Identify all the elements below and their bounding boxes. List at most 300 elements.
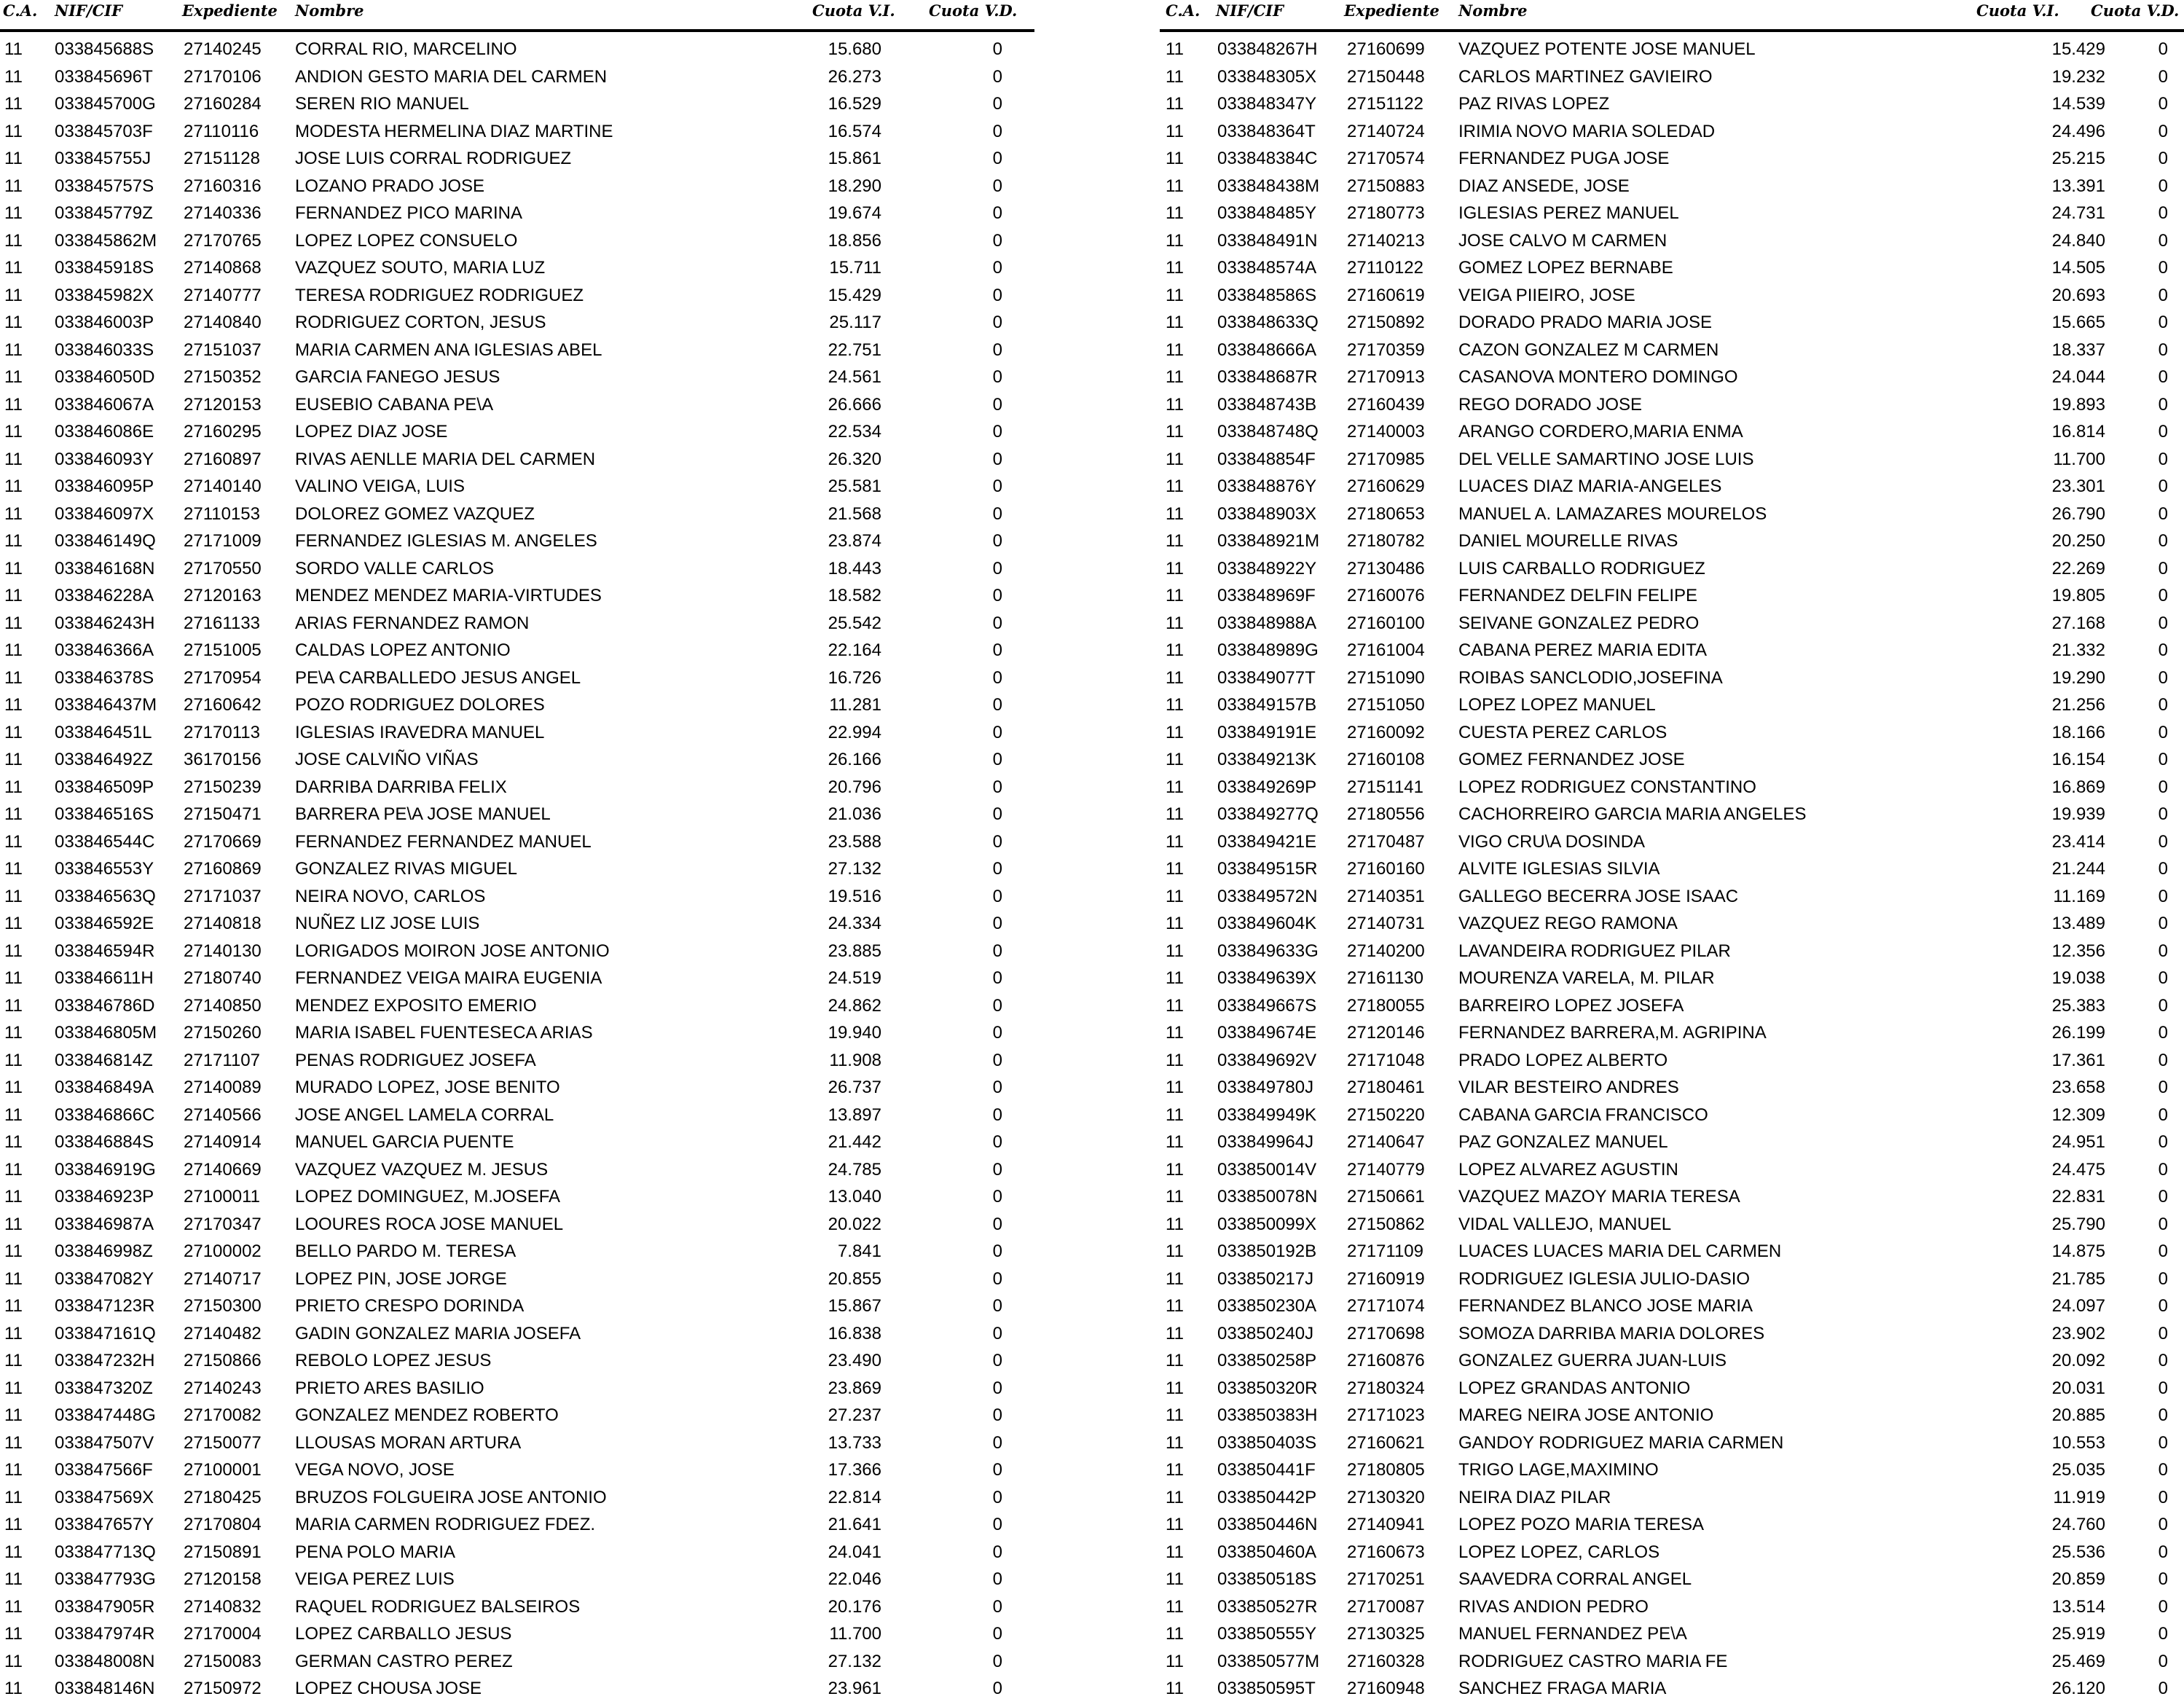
cell-expediente: 27151050	[1347, 695, 1425, 715]
cell-nombre: MENDEZ MENDEZ MARIA-VIRTUDES	[295, 586, 602, 605]
cell-cuota-vd: 0	[2158, 340, 2168, 360]
cell-nif: 033849667S	[1217, 995, 1317, 1016]
cell-expediente: 27170574	[1347, 149, 1425, 168]
cell-expediente: 27160948	[1347, 1679, 1425, 1698]
cell-ca: 11	[4, 1268, 23, 1289]
cell-nombre: LOPEZ PIN, JOSE JORGE	[295, 1268, 507, 1289]
cell-nombre: FERNANDEZ FERNANDEZ MANUEL	[295, 831, 592, 852]
cell-nombre: CUESTA PEREZ CARLOS	[1458, 722, 1668, 742]
cell-expediente: 27160108	[1347, 750, 1425, 769]
cell-nombre: PRIETO CRESPO DORINDA	[295, 1296, 525, 1316]
cell-nombre: IGLESIAS PEREZ MANUEL	[1458, 203, 1679, 223]
cell-ca: 11	[4, 1132, 23, 1152]
cell-cuota-vd: 0	[2158, 941, 2168, 961]
cell-expediente: 27170669	[184, 831, 262, 852]
cell-expediente: 27110116	[184, 121, 259, 141]
cell-nif: 033850383H	[1217, 1405, 1318, 1425]
cell-ca: 11	[4, 449, 23, 469]
cell-nombre: REGO DORADO JOSE	[1458, 394, 1643, 415]
table-row	[0, 1480, 1034, 1508]
table-row	[0, 1426, 1034, 1453]
cell-ca: 11	[4, 1214, 23, 1234]
cell-expediente: 27160295	[184, 422, 262, 442]
cell-cuota-vi: 23.869	[828, 1378, 881, 1398]
cell-nif: 033848903X	[1217, 503, 1317, 524]
cell-nombre: MODESTA HERMELINA DIAZ MARTINE	[295, 121, 613, 141]
cell-nif: 033846805M	[55, 1023, 157, 1043]
cell-nombre: NUÑEZ LIZ JOSE LUIS	[295, 914, 480, 933]
cell-nif: 033846033S	[55, 340, 154, 360]
cell-cuota-vi: 11.700	[2053, 449, 2105, 469]
cell-cuota-vi: 27.237	[828, 1405, 881, 1425]
table-row	[1160, 196, 2184, 224]
table-row	[0, 1016, 1034, 1043]
cell-cuota-vd: 0	[2158, 94, 2168, 114]
cell-ca: 11	[4, 804, 23, 824]
cell-cuota-vi: 11.281	[829, 695, 881, 715]
cell-nif: 033848876Y	[1217, 476, 1317, 496]
cell-ca: 11	[1166, 176, 1184, 196]
cell-nombre: RIVAS ANDION PEDRO	[1458, 1596, 1649, 1617]
cell-nombre: FERNANDEZ BARRERA,M. AGRIPINA	[1458, 1023, 1767, 1043]
cell-cuota-vi: 16.869	[2051, 777, 2105, 797]
cell-cuota-vi: 18.582	[828, 586, 881, 605]
table-row	[1160, 388, 2184, 415]
cell-nif: 033846437M	[55, 695, 157, 715]
cell-cuota-vi: 24.951	[2051, 1132, 2105, 1152]
cell-nombre: VAZQUEZ POTENTE JOSE MANUEL	[1458, 39, 1756, 59]
cell-ca: 11	[4, 1159, 23, 1180]
cell-cuota-vd: 0	[992, 1596, 1002, 1617]
cell-nif: 033850240J	[1217, 1323, 1314, 1343]
cell-cuota-vi: 15.861	[828, 149, 881, 168]
cell-nif: 033847793G	[55, 1569, 156, 1589]
cell-nombre: JOSE CALVO M CARMEN	[1458, 230, 1668, 251]
cell-ca: 11	[1166, 313, 1184, 332]
cell-cuota-vd: 0	[992, 66, 1002, 87]
cell-expediente: 27170698	[1347, 1323, 1425, 1343]
cell-nif: 033849949K	[1217, 1104, 1317, 1125]
cell-nombre: ARANGO CORDERO,MARIA ENMA	[1458, 422, 1743, 442]
table-row	[1160, 1644, 2184, 1672]
cell-cuota-vd: 0	[992, 640, 1002, 660]
cell-cuota-vi: 25.469	[2051, 1651, 2105, 1671]
cell-nombre: GADIN GONZALEZ MARIA JOSEFA	[295, 1323, 581, 1343]
cell-cuota-vd: 0	[992, 1651, 1002, 1671]
cell-ca: 11	[1166, 1241, 1184, 1261]
cell-ca: 11	[1166, 39, 1184, 59]
cell-cuota-vi: 15.429	[828, 285, 881, 305]
table-row	[1160, 1317, 2184, 1344]
cell-nombre: VEGA NOVO, JOSE	[295, 1460, 455, 1480]
cell-cuota-vi: 19.939	[2051, 804, 2105, 824]
cell-nif: 033850258P	[1217, 1351, 1317, 1370]
cell-nombre: SEIVANE GONZALEZ PEDRO	[1458, 613, 1700, 633]
cell-nif: 033846366A	[55, 640, 154, 660]
cell-nif: 033850527R	[1217, 1596, 1318, 1617]
cell-cuota-vi: 14.539	[2051, 94, 2105, 114]
cell-nombre: FERNANDEZ PUGA JOSE	[1458, 149, 1670, 168]
cell-expediente: 27160439	[1347, 394, 1425, 415]
cell-nif: 033846786D	[55, 995, 155, 1016]
cell-expediente: 27140647	[1347, 1132, 1425, 1152]
cell-nombre: JOSE CALVIÑO VIÑAS	[295, 750, 479, 769]
cell-ca: 11	[1166, 394, 1184, 415]
cell-cuota-vi: 24.561	[828, 367, 881, 387]
table-row	[1160, 442, 2184, 470]
cell-nombre: LOPEZ POZO MARIA TERESA	[1458, 1515, 1704, 1534]
cell-ca: 11	[1166, 503, 1184, 524]
cell-cuota-vi: 24.785	[828, 1159, 881, 1180]
cell-nif: 033848485Y	[1217, 203, 1317, 223]
cell-cuota-vd: 0	[2158, 367, 2168, 387]
cell-nif: 033846611H	[55, 968, 154, 988]
table-row	[0, 1262, 1034, 1290]
cell-nombre: DORADO PRADO MARIA JOSE	[1458, 313, 1713, 332]
cell-expediente: 27100011	[184, 1187, 260, 1206]
table-body	[0, 32, 1034, 1699]
cell-nombre: SOMOZA DARRIBA MARIA DOLORES	[1458, 1323, 1765, 1343]
cell-nombre: PRIETO ARES BASILIO	[295, 1378, 484, 1398]
cell-expediente: 27110153	[184, 503, 260, 524]
header-cuota-vi: Cuota V.I.	[1976, 1, 2059, 20]
cell-nif: 033850446N	[1217, 1515, 1318, 1534]
table-row	[0, 1453, 1034, 1480]
cell-cuota-vi: 18.290	[828, 176, 881, 196]
cell-nombre: EUSEBIO CABANA PE\A	[295, 394, 494, 415]
table-row	[0, 1153, 1034, 1180]
table-row	[0, 524, 1034, 552]
cell-ca: 11	[1166, 121, 1184, 141]
cell-nombre: RODRIGUEZ IGLESIA JULIO-DASIO	[1458, 1268, 1751, 1289]
cell-expediente: 27140213	[1347, 230, 1425, 251]
cell-nombre: MARIA ISABEL FUENTESECA ARIAS	[295, 1023, 593, 1043]
cell-cuota-vd: 0	[992, 39, 1002, 59]
cell-nombre: MANUEL FERNANDEZ PE\A	[1458, 1624, 1687, 1644]
cell-ca: 11	[4, 722, 23, 742]
cell-nombre: ALVITE IGLESIAS SILVIA	[1458, 859, 1660, 879]
cell-ca: 11	[4, 503, 23, 524]
cell-nombre: CACHORREIRO GARCIA MARIA ANGELES	[1458, 804, 1807, 824]
cell-cuota-vd: 0	[2158, 449, 2168, 469]
cell-nif: 033846923P	[55, 1187, 154, 1206]
cell-cuota-vd: 0	[992, 1132, 1002, 1152]
cell-expediente: 27150471	[184, 804, 262, 824]
cell-cuota-vd: 0	[992, 367, 1002, 387]
cell-nombre: LOPEZ LOPEZ, CARLOS	[1458, 1542, 1660, 1562]
cell-ca: 11	[1166, 149, 1184, 168]
cell-cuota-vi: 25.383	[2051, 995, 2105, 1016]
table-row	[1160, 825, 2184, 852]
cell-expediente: 27130325	[1347, 1624, 1425, 1644]
cell-cuota-vd: 0	[2158, 1351, 2168, 1370]
cell-cuota-vi: 11.700	[829, 1624, 881, 1644]
cell-nif: 033847448G	[55, 1405, 156, 1425]
cell-cuota-vd: 0	[2158, 503, 2168, 524]
cell-nombre: LUACES DIAZ MARIA-ANGELES	[1458, 476, 1722, 496]
table-row	[0, 906, 1034, 934]
table-row	[0, 388, 1034, 415]
cell-ca: 11	[1166, 886, 1184, 906]
table-row	[1160, 1617, 2184, 1644]
table-row	[0, 934, 1034, 962]
cell-nif: 033847082Y	[55, 1268, 154, 1289]
cell-cuota-vi: 19.038	[2051, 968, 2105, 988]
cell-cuota-vd: 0	[992, 1159, 1002, 1180]
cell-nif: 033849213K	[1217, 750, 1317, 769]
cell-nombre: LOPEZ DOMINGUEZ, M.JOSEFA	[295, 1187, 561, 1206]
table-row	[1160, 606, 2184, 634]
cell-nif: 033847569X	[55, 1487, 154, 1507]
cell-ca: 11	[1166, 94, 1184, 114]
cell-nif: 033848687R	[1217, 367, 1318, 387]
cell-expediente: 27150891	[184, 1542, 262, 1562]
cell-cuota-vd: 0	[992, 1624, 1002, 1644]
cell-nif: 033847566F	[55, 1460, 153, 1480]
cell-expediente: 27140336	[184, 203, 262, 223]
cell-expediente: 36170156	[184, 750, 262, 769]
cell-ca: 11	[1166, 558, 1184, 578]
cell-nombre: GERMAN CASTRO PEREZ	[295, 1651, 513, 1671]
cell-nif: 033846884S	[55, 1132, 154, 1152]
cell-nif: 033849674E	[1217, 1023, 1317, 1043]
cell-ca: 11	[4, 1487, 23, 1507]
cell-expediente: 27171107	[184, 1050, 260, 1070]
cell-expediente: 27140941	[1347, 1515, 1425, 1534]
table-row	[0, 1207, 1034, 1235]
cell-expediente: 27140832	[184, 1596, 262, 1617]
cell-nombre: LOPEZ GRANDAS ANTONIO	[1458, 1378, 1691, 1398]
cell-nif: 033850014V	[1217, 1159, 1317, 1180]
cell-cuota-vd: 0	[2158, 1241, 2168, 1261]
cell-expediente: 27120158	[184, 1569, 262, 1589]
cell-nif: 033848633Q	[1217, 313, 1319, 332]
cell-cuota-vi: 26.790	[2051, 503, 2105, 524]
cell-cuota-vi: 22.046	[828, 1569, 881, 1589]
cell-cuota-vd: 0	[992, 1569, 1002, 1589]
table-row	[1160, 169, 2184, 197]
cell-expediente: 27180782	[1347, 531, 1425, 551]
cell-ca: 11	[4, 94, 23, 114]
cell-expediente: 27160160	[1347, 859, 1425, 879]
cell-nombre: VILAR BESTEIRO ANDRES	[1458, 1078, 1679, 1097]
cell-nif: 033848438M	[1217, 176, 1320, 196]
cell-ca: 11	[4, 367, 23, 387]
cell-cuota-vi: 18.443	[828, 558, 881, 578]
cell-cuota-vi: 13.897	[828, 1104, 881, 1125]
table-row	[1160, 770, 2184, 798]
cell-expediente: 27151090	[1347, 667, 1425, 688]
cell-cuota-vi: 24.519	[828, 968, 881, 988]
cell-nif: 033850078N	[1217, 1187, 1318, 1206]
cell-ca: 11	[1166, 449, 1184, 469]
table-row	[0, 224, 1034, 251]
cell-cuota-vi: 21.442	[828, 1132, 881, 1152]
cell-cuota-vi: 22.831	[2051, 1187, 2105, 1206]
table-row	[0, 606, 1034, 634]
cell-expediente: 27160076	[1347, 586, 1425, 605]
cell-nombre: GONZALEZ RIVAS MIGUEL	[295, 859, 517, 879]
cell-cuota-vi: 26.166	[828, 750, 881, 769]
cell-cuota-vd: 0	[992, 777, 1002, 797]
cell-ca: 11	[1166, 1187, 1184, 1206]
cell-cuota-vi: 13.733	[828, 1432, 881, 1453]
cell-ca: 11	[1166, 695, 1184, 715]
cell-expediente: 27180425	[184, 1487, 262, 1507]
table-row	[1160, 87, 2184, 114]
cell-cuota-vi: 22.994	[828, 722, 881, 742]
cell-cuota-vi: 20.022	[828, 1214, 881, 1234]
cell-nif: 033850555Y	[1217, 1624, 1317, 1644]
cell-ca: 11	[1166, 640, 1184, 660]
table-row	[1160, 415, 2184, 442]
cell-expediente: 27150866	[184, 1351, 262, 1370]
cell-nombre: VAZQUEZ REGO RAMONA	[1458, 914, 1678, 933]
cell-expediente: 27120146	[1347, 1023, 1425, 1043]
cell-nombre: VIGO CRU\A DOSINDA	[1458, 831, 1646, 852]
cell-nif: 033845696T	[55, 66, 153, 87]
cell-cuota-vi: 16.154	[2051, 750, 2105, 769]
cell-ca: 11	[1166, 66, 1184, 87]
cell-cuota-vi: 19.893	[2051, 394, 2105, 415]
cell-cuota-vd: 0	[992, 1023, 1002, 1043]
cell-ca: 11	[4, 1542, 23, 1562]
cell-ca: 11	[1166, 367, 1184, 387]
cell-cuota-vi: 22.269	[2051, 558, 2105, 578]
cell-expediente: 27171048	[1347, 1050, 1425, 1070]
cell-expediente: 27170913	[1347, 367, 1425, 387]
cell-expediente: 27180653	[1347, 503, 1425, 524]
header-cuota-vd: Cuota V.D.	[929, 1, 1018, 20]
cell-cuota-vd: 0	[992, 750, 1002, 769]
cell-expediente: 27170985	[1347, 449, 1425, 469]
cell-expediente: 27140840	[184, 313, 262, 332]
cell-nombre: CARLOS MARTINEZ GAVIEIRO	[1458, 66, 1713, 87]
cell-ca: 11	[4, 1296, 23, 1316]
cell-expediente: 27110122	[1347, 258, 1423, 278]
cell-cuota-vd: 0	[2158, 1187, 2168, 1206]
cell-nif: 033846050D	[55, 367, 155, 387]
cell-ca: 11	[1166, 422, 1184, 442]
cell-expediente: 27170004	[184, 1624, 262, 1644]
cell-nif: 033846594R	[55, 941, 155, 961]
table-row	[1160, 552, 2184, 579]
table-row	[1160, 1070, 2184, 1098]
table-row	[1160, 251, 2184, 278]
table-row	[0, 661, 1034, 688]
cell-nombre: LLOUSAS MORAN ARTURA	[295, 1432, 522, 1453]
cell-cuota-vi: 15.680	[828, 39, 881, 59]
cell-nif: 033848574A	[1217, 258, 1317, 278]
cell-ca: 11	[4, 1050, 23, 1070]
cell-nombre: MARIA CARMEN RODRIGUEZ FDEZ.	[295, 1515, 596, 1534]
cell-ca: 11	[4, 941, 23, 961]
cell-cuota-vd: 0	[992, 1187, 1002, 1206]
cell-nombre: BELLO PARDO M. TERESA	[295, 1241, 516, 1261]
cell-ca: 11	[1166, 859, 1184, 879]
cell-expediente: 27170550	[184, 558, 262, 578]
cell-expediente: 27160673	[1347, 1542, 1425, 1562]
cell-nif: 033848748Q	[1217, 422, 1319, 442]
cell-nif: 033846987A	[55, 1214, 154, 1234]
table-row	[1160, 1098, 2184, 1126]
cell-nif: 033847657Y	[55, 1515, 154, 1534]
cell-cuota-vd: 0	[2158, 558, 2168, 578]
cell-ca: 11	[1166, 1104, 1184, 1125]
cell-expediente: 27130320	[1347, 1487, 1425, 1507]
cell-nombre: RIVAS AENLLE MARIA DEL CARMEN	[295, 449, 596, 469]
cell-cuota-vd: 0	[2158, 1214, 2168, 1234]
cell-cuota-vd: 0	[2158, 1323, 2168, 1343]
cell-ca: 11	[1166, 804, 1184, 824]
cell-nombre: DOLOREZ GOMEZ VAZQUEZ	[295, 503, 535, 524]
cell-ca: 11	[1166, 1596, 1184, 1617]
cell-cuota-vd: 0	[2158, 1078, 2168, 1097]
cell-cuota-vi: 23.961	[828, 1679, 881, 1698]
cell-nombre: ARIAS FERNANDEZ RAMON	[295, 613, 530, 633]
cell-nif: 033849780J	[1217, 1078, 1314, 1097]
cell-nif: 033846814Z	[55, 1050, 153, 1070]
cell-nif: 033846097X	[55, 503, 154, 524]
cell-nif: 033845779Z	[55, 203, 153, 223]
cell-cuota-vd: 0	[2158, 121, 2168, 141]
table-row	[0, 278, 1034, 306]
table-row	[0, 1617, 1034, 1644]
cell-nombre: LOOURES ROCA JOSE MANUEL	[295, 1214, 564, 1234]
cell-expediente: 27150883	[1347, 176, 1425, 196]
cell-expediente: 27171009	[184, 531, 262, 551]
cell-cuota-vd: 0	[992, 1050, 1002, 1070]
table-row	[1160, 1371, 2184, 1399]
table-row	[1160, 715, 2184, 743]
cell-cuota-vi: 21.244	[2051, 859, 2105, 879]
cell-expediente: 27151122	[1347, 94, 1423, 114]
cell-expediente: 27140779	[1347, 1159, 1425, 1180]
table-row	[1160, 906, 2184, 934]
cell-expediente: 27160897	[184, 449, 262, 469]
cell-cuota-vd: 0	[992, 941, 1002, 961]
cell-cuota-vi: 25.035	[2051, 1460, 2105, 1480]
cell-nif: 033849692V	[1217, 1050, 1317, 1070]
cell-nif: 033846866C	[55, 1104, 155, 1125]
cell-nombre: VAZQUEZ SOUTO, MARIA LUZ	[295, 258, 546, 278]
cell-nombre: LOPEZ CARBALLO JESUS	[295, 1624, 512, 1644]
cell-nif: 033848854F	[1217, 449, 1316, 469]
cell-ca: 11	[4, 1460, 23, 1480]
cell-cuota-vi: 25.117	[829, 313, 881, 332]
cell-nombre: LUACES LUACES MARIA DEL CARMEN	[1458, 1241, 1782, 1261]
cell-cuota-vd: 0	[2158, 230, 2168, 251]
left-table	[0, 0, 1034, 1699]
cell-nif: 033846509P	[55, 777, 154, 797]
table-row	[0, 852, 1034, 879]
cell-nif: 033845703F	[55, 121, 153, 141]
cell-cuota-vi: 23.658	[2051, 1078, 2105, 1097]
cell-expediente: 27180773	[1347, 203, 1425, 223]
cell-nombre: DIAZ ANSEDE, JOSE	[1458, 176, 1630, 196]
cell-nif: 033849572N	[1217, 886, 1318, 906]
table-row	[0, 442, 1034, 470]
cell-nombre: SAAVEDRA CORRAL ANGEL	[1458, 1569, 1692, 1589]
table-row	[0, 469, 1034, 497]
cell-cuota-vd: 0	[2158, 586, 2168, 605]
cell-ca: 11	[1166, 230, 1184, 251]
cell-expediente: 27171109	[1347, 1241, 1423, 1261]
cell-ca: 11	[4, 531, 23, 551]
cell-cuota-vd: 0	[2158, 394, 2168, 415]
cell-nif: 033848305X	[1217, 66, 1317, 87]
cell-expediente: 27150300	[184, 1296, 262, 1316]
